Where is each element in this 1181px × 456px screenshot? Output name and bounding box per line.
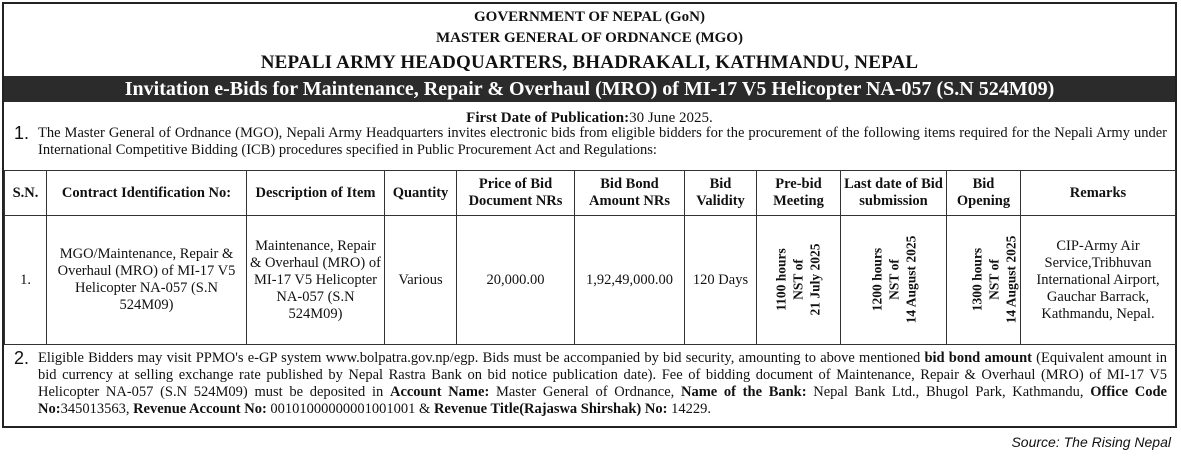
header-bid-opening: Bid Opening (947, 171, 1021, 216)
para2-bold-revenue-title: Revenue Title(Rajaswa Shirshak) No: (433, 401, 668, 417)
cell-remarks: CIP-Army Air Service,Tribhuvan International Airport, Gauchar Barrack, Kathmandu, Nepal. (1021, 216, 1176, 345)
prebid-vertical-text (773, 243, 824, 315)
bid-notice (2, 2, 1177, 428)
lastdate-date: 14 August 2025 (903, 235, 918, 324)
cell-description: Maintenance, Repair & Overhaul (MRO) of MI-17 V5 Helicopter NA-057 (S.N 524M09) (247, 216, 385, 345)
cell-contract-id: MGO/Maintenance, Repair & Overhaul (MRO) of MI-17 V5 Helicopter NA-057 (S.N 524M09) (47, 216, 247, 345)
bid-table (4, 170, 1176, 345)
prebid-time: 1100 hours (773, 248, 789, 311)
header-description: Description of Item (247, 171, 385, 216)
header-prebid: Pre-bid Meeting (757, 171, 841, 216)
publication-label: First Date of Publication: (466, 110, 630, 126)
prebid-date: 21 July 2025 (807, 243, 823, 316)
lastdate-vertical-text (868, 236, 919, 324)
paragraph-2 (10, 350, 1167, 418)
header-bid-validity: Bid Validity (685, 171, 757, 216)
table-header-row (5, 171, 1176, 216)
header-bid-bond: Bid Bond Amount NRs (575, 171, 685, 216)
para2-text-3: Master General of Ordnance, (489, 384, 681, 400)
lastdate-nst: NST of (886, 259, 901, 300)
lastdate-time: 1200 hours (869, 247, 884, 312)
cell-bid-bond: 1,92,49,000.00 (575, 216, 685, 345)
cell-quantity: Various (385, 216, 457, 345)
notice-title-banner: Invitation e-Bids for Maintenance, Repair & Overhaul (MRO) of MI-17 V5 Helicopter NA-057 (S.N 524M09) (4, 76, 1175, 102)
header-mgo: MASTER GENERAL OF ORDNANCE (MGO) (436, 30, 743, 46)
cell-last-date (841, 216, 947, 345)
paragraph-1-text: The Master General of Ordnance (MGO), Nepali Army Headquarters invites electronic bids from eligible bidders for the procurement of the following items required for the Nepali Army under International Competitive Bidding (ICB) procedures specified in Public Procurement Act and Regulations: (38, 125, 1167, 158)
header-army-hq: NEPALI ARMY HEADQUARTERS, BHADRAKALI, KATHMANDU, NEPAL (260, 52, 919, 73)
para2-bold-revenue-account: Revenue Account No: (133, 401, 267, 417)
para2-text-5: 345013563, (60, 401, 134, 417)
header-last-date: Last date of Bid submission (841, 171, 947, 216)
para2-bold-office-code: Office Code No: (38, 384, 1167, 417)
cell-sn: 1. (5, 216, 47, 345)
header-price: Price of Bid Document NRs (457, 171, 575, 216)
cell-bid-validity: 120 Days (685, 216, 757, 345)
para2-text-2: (Equivalent amount in bid currency at selling exchange rate published by Nepal Rastra Bank on bid notice publication date). Fee of bidding document of Maintenance, Repair & Overhaul (MRO) of MI-17 V5 Helicopter NA-057 (S.N 524M09) must be deposited in (38, 350, 1167, 400)
table-row (5, 216, 1176, 345)
paragraph-2-text (38, 350, 1167, 418)
prebid-nst: NST of (790, 259, 806, 300)
para2-text-4: Nepal Bank Ltd., Bhugol Park, Kathmandu, (806, 384, 1091, 400)
paragraph-1-number: 1. (14, 123, 30, 143)
publication-date-value: 30 June 2025. (629, 110, 713, 126)
para2-bold-account-name: Account Name: (389, 384, 490, 400)
para2-bold-bank-name: Name of the Bank: (680, 384, 807, 400)
cell-prebid (757, 216, 841, 345)
cell-price: 20,000.00 (457, 216, 575, 345)
paragraph-2-number: 2. (14, 348, 30, 368)
opening-nst: NST of (986, 259, 1002, 300)
paragraph-1 (10, 125, 1167, 159)
header-quantity: Quantity (385, 171, 457, 216)
cell-bid-opening (947, 216, 1021, 345)
opening-time: 1300 hours (969, 247, 985, 312)
header-remarks: Remarks (1021, 171, 1176, 216)
header-sn: S.N. (5, 171, 47, 216)
para2-text-1: Eligible Bidders may visit PPMO's e-GP system www.bolpatra.gov.np/egp. Bids must be accompanied by bid security, amounting to above mentioned (38, 350, 925, 366)
opening-date: 14 August 2025 (1003, 235, 1019, 324)
opening-vertical-text (968, 236, 1019, 324)
source-credit: Source: The Rising Nepal (1011, 434, 1171, 450)
para2-bold-bid-bond: bid bond amount (924, 350, 1032, 366)
para2-text-6: 00101000000001001001 & (266, 401, 434, 417)
header-contract-id: Contract Identification No: (47, 171, 247, 216)
para2-text-7: 14229. (667, 401, 711, 417)
header-government: GOVERNMENT OF NEPAL (GoN) (474, 9, 705, 25)
